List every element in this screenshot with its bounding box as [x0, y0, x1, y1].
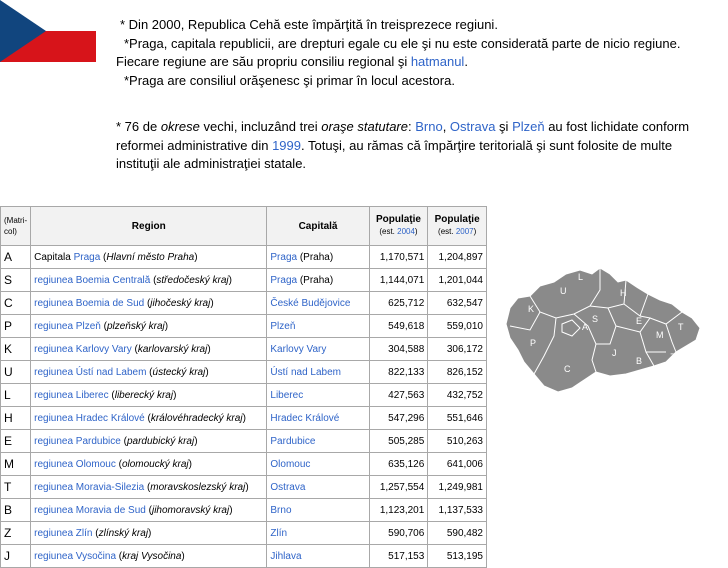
- region-name-cell: regiunea Liberec (liberecký kraj): [31, 384, 267, 407]
- header-population-2004: Populaţie (est. 2004): [369, 207, 428, 246]
- header-population-2007: Populaţie (est. 2007): [428, 207, 487, 246]
- map-region-label: K: [528, 304, 535, 314]
- region-code: C: [1, 292, 31, 315]
- population-2007: 632,547: [428, 292, 487, 315]
- region-link[interactable]: regiunea Moravia de Sud: [34, 504, 146, 516]
- capital-cell: [267, 545, 369, 568]
- map-region-label: A: [582, 322, 589, 332]
- region-name-cell: Capitala Praga (Hlavní město Praha): [31, 246, 267, 269]
- table-row: [1, 315, 487, 338]
- table-row: [1, 545, 487, 568]
- table-row: [1, 430, 487, 453]
- capital-link[interactable]: Hradec Králové: [270, 412, 340, 424]
- population-2007: 559,010: [428, 315, 487, 338]
- region-code: S: [1, 269, 31, 292]
- ostrava-link[interactable]: Ostrava: [449, 119, 496, 134]
- region-link[interactable]: regiunea Plzeň: [34, 320, 101, 332]
- population-2004: 547,296: [369, 407, 428, 430]
- capital-cell: [267, 315, 369, 338]
- table-row: [1, 453, 487, 476]
- population-2004: 1,144,071: [369, 269, 428, 292]
- population-2007: 513,195: [428, 545, 487, 568]
- region-code: K: [1, 338, 31, 361]
- population-2007: 641,006: [428, 453, 487, 476]
- map-region-label: T: [678, 322, 684, 332]
- region-code: E: [1, 430, 31, 453]
- population-2007: 551,646: [428, 407, 487, 430]
- map-region-label: J: [612, 348, 617, 358]
- region-name-cell: regiunea Karlovy Vary (karlovarský kraj): [31, 338, 267, 361]
- capital-link[interactable]: Jihlava: [270, 550, 302, 562]
- intro-text: [116, 16, 716, 90]
- region-link[interactable]: regiunea Moravia-Silezia: [34, 481, 145, 493]
- regions-table: [0, 206, 487, 568]
- region-name-cell: regiunea Boemia de Sud (jihočeský kraj): [31, 292, 267, 315]
- region-link[interactable]: regiunea Karlovy Vary: [34, 343, 132, 355]
- capital-link[interactable]: Zlín: [270, 527, 288, 539]
- map-region-label: L: [578, 272, 584, 282]
- map-region-label: E: [636, 316, 643, 326]
- population-2004: 1,123,201: [369, 499, 428, 522]
- region-name-cell: regiunea Moravia de Sud (jihomoravský kraj): [31, 499, 267, 522]
- map-region-label: C: [564, 364, 571, 374]
- capital-link[interactable]: Plzeň: [270, 320, 296, 332]
- table-row: [1, 407, 487, 430]
- map-shape: [506, 268, 700, 392]
- capital-link[interactable]: Olomouc: [270, 458, 311, 470]
- map-region-label: H: [620, 288, 627, 298]
- table-row: [1, 246, 487, 269]
- map-region-label: M: [656, 330, 664, 340]
- capital-link[interactable]: Ústí nad Labem: [270, 366, 341, 378]
- region-name-cell: regiunea Olomouc (olomoucký kraj): [31, 453, 267, 476]
- region-link[interactable]: regiunea Ústí nad Labem: [34, 366, 147, 378]
- capital-cell: [267, 338, 369, 361]
- map-country-outline: [506, 268, 700, 392]
- population-2007: 1,204,897: [428, 246, 487, 269]
- capital-link[interactable]: Praga: [270, 251, 298, 263]
- capital-cell: [267, 407, 369, 430]
- capital-cell: [267, 430, 369, 453]
- population-2004: 549,618: [369, 315, 428, 338]
- region-name-cell: regiunea Plzeň (plzeňský kraj): [31, 315, 267, 338]
- region-name-cell: regiunea Vysočina (kraj Vysočina): [31, 545, 267, 568]
- table-row: [1, 384, 487, 407]
- population-2004: 505,285: [369, 430, 428, 453]
- capital-cell: [267, 292, 369, 315]
- intro-paragraph-1: * Din 2000, Republica Cehă este împărţită în treisprezece regiuni.: [120, 17, 498, 32]
- region-link[interactable]: Praga: [73, 251, 101, 263]
- population-2004: 427,563: [369, 384, 428, 407]
- region-link[interactable]: regiunea Pardubice: [34, 435, 121, 447]
- capital-link[interactable]: Liberec: [270, 389, 304, 401]
- population-2004: 590,706: [369, 522, 428, 545]
- table-row: [1, 269, 487, 292]
- capital-link[interactable]: Ostrava: [270, 481, 306, 493]
- intro-paragraph-3: *Praga are consiliul orăşenesc şi primar în locul acestora.: [124, 72, 455, 88]
- region-link[interactable]: regiunea Vysočina: [34, 550, 117, 562]
- header-code: (Matri- col): [1, 207, 31, 246]
- region-code: H: [1, 407, 31, 430]
- population-2007: 1,201,044: [428, 269, 487, 292]
- header-capital: Capitală: [267, 207, 369, 246]
- capital-link[interactable]: Brno: [270, 504, 292, 516]
- map-region-label: B: [636, 356, 643, 366]
- table-row: [1, 499, 487, 522]
- region-name-cell: regiunea Moravia-Silezia (moravskoslezský kraj): [31, 476, 267, 499]
- capital-cell: Praga (Praha): [267, 269, 369, 292]
- population-2007: 306,172: [428, 338, 487, 361]
- capital-cell: [267, 361, 369, 384]
- okrese-paragraph: * 76 de okrese vechi, incluzând trei oraşe statutare: Brno, Ostrava şi Plzeň au fost lichidate conform reformei administrative din 1999. Totuşi, au rămas că împărţire teritorială şi sunt folosite de multe instituţii ale administraţiei statale.: [116, 119, 690, 171]
- capital-cell: Praga (Praha): [267, 246, 369, 269]
- population-2004: 1,170,571: [369, 246, 428, 269]
- region-code: J: [1, 545, 31, 568]
- year-2007-link[interactable]: 2007: [455, 227, 474, 236]
- region-code: Z: [1, 522, 31, 545]
- population-2007: 1,137,533: [428, 499, 487, 522]
- capital-link[interactable]: Praga: [270, 274, 298, 286]
- region-link[interactable]: regiunea Zlín: [34, 527, 93, 539]
- region-code: M: [1, 453, 31, 476]
- region-link[interactable]: regiunea Liberec: [34, 389, 109, 401]
- region-code: T: [1, 476, 31, 499]
- region-code: P: [1, 315, 31, 338]
- population-2004: 1,257,554: [369, 476, 428, 499]
- brno-link[interactable]: Brno: [415, 119, 443, 134]
- population-2004: 635,126: [369, 453, 428, 476]
- plzen-link[interactable]: Plzeň: [512, 119, 545, 134]
- region-link[interactable]: regiunea Boemia de Sud: [34, 297, 145, 309]
- table-header-row: [1, 207, 487, 246]
- table-row: [1, 361, 487, 384]
- population-2007: 432,752: [428, 384, 487, 407]
- population-2004: 517,153: [369, 545, 428, 568]
- population-2007: 590,482: [428, 522, 487, 545]
- region-code: U: [1, 361, 31, 384]
- table-row: [1, 476, 487, 499]
- region-code: A: [1, 246, 31, 269]
- population-2007: 1,249,981: [428, 476, 487, 499]
- capital-cell: [267, 453, 369, 476]
- table-row: [1, 338, 487, 361]
- table-row: [1, 292, 487, 315]
- year-1999-link[interactable]: 1999: [272, 137, 301, 153]
- capital-link[interactable]: České Budějovice: [270, 297, 351, 309]
- table-row: [1, 522, 487, 545]
- region-code: B: [1, 499, 31, 522]
- capital-cell: [267, 522, 369, 545]
- year-2004-link[interactable]: 2004: [397, 227, 415, 236]
- hatmanul-link[interactable]: hatmanul: [410, 54, 465, 69]
- region-link[interactable]: regiunea Boemia Centrală: [34, 274, 151, 286]
- capital-link[interactable]: Karlovy Vary: [270, 343, 327, 355]
- population-2004: 822,133: [369, 361, 428, 384]
- czech-regions-map: [500, 260, 710, 400]
- population-2004: 304,588: [369, 338, 428, 361]
- map-region-label: U: [560, 286, 567, 296]
- map-region-label: Z: [670, 352, 676, 362]
- region-link[interactable]: regiunea Olomouc: [34, 458, 116, 470]
- capital-link[interactable]: Pardubice: [270, 435, 316, 447]
- capital-cell: [267, 384, 369, 407]
- population-2007: 826,152: [428, 361, 487, 384]
- region-name-cell: regiunea Pardubice (pardubický kraj): [31, 430, 267, 453]
- region-name-cell: regiunea Boemia Centrală (středočeský kraj): [31, 269, 267, 292]
- population-2007: 510,263: [428, 430, 487, 453]
- map-region-label: S: [592, 314, 599, 324]
- map-region-label: P: [530, 338, 537, 348]
- intro-paragraph-2: *Praga, capitala republicii, are drepturi egale cu ele şi nu este considerată parte de nicio regiune. Fiecare regiune are său propriu consiliu regional şi hatmanul.: [116, 35, 681, 69]
- header-region: Region: [31, 207, 267, 246]
- region-code: L: [1, 384, 31, 407]
- region-name-cell: regiunea Ústí nad Labem (ústecký kraj): [31, 361, 267, 384]
- region-name-cell: regiunea Zlín (zlínský kraj): [31, 522, 267, 545]
- capital-cell: [267, 499, 369, 522]
- region-name-cell: regiunea Hradec Králové (královéhradecký kraj): [31, 407, 267, 430]
- region-link[interactable]: regiunea Hradec Králové: [34, 412, 145, 424]
- population-2004: 625,712: [369, 292, 428, 315]
- capital-cell: [267, 476, 369, 499]
